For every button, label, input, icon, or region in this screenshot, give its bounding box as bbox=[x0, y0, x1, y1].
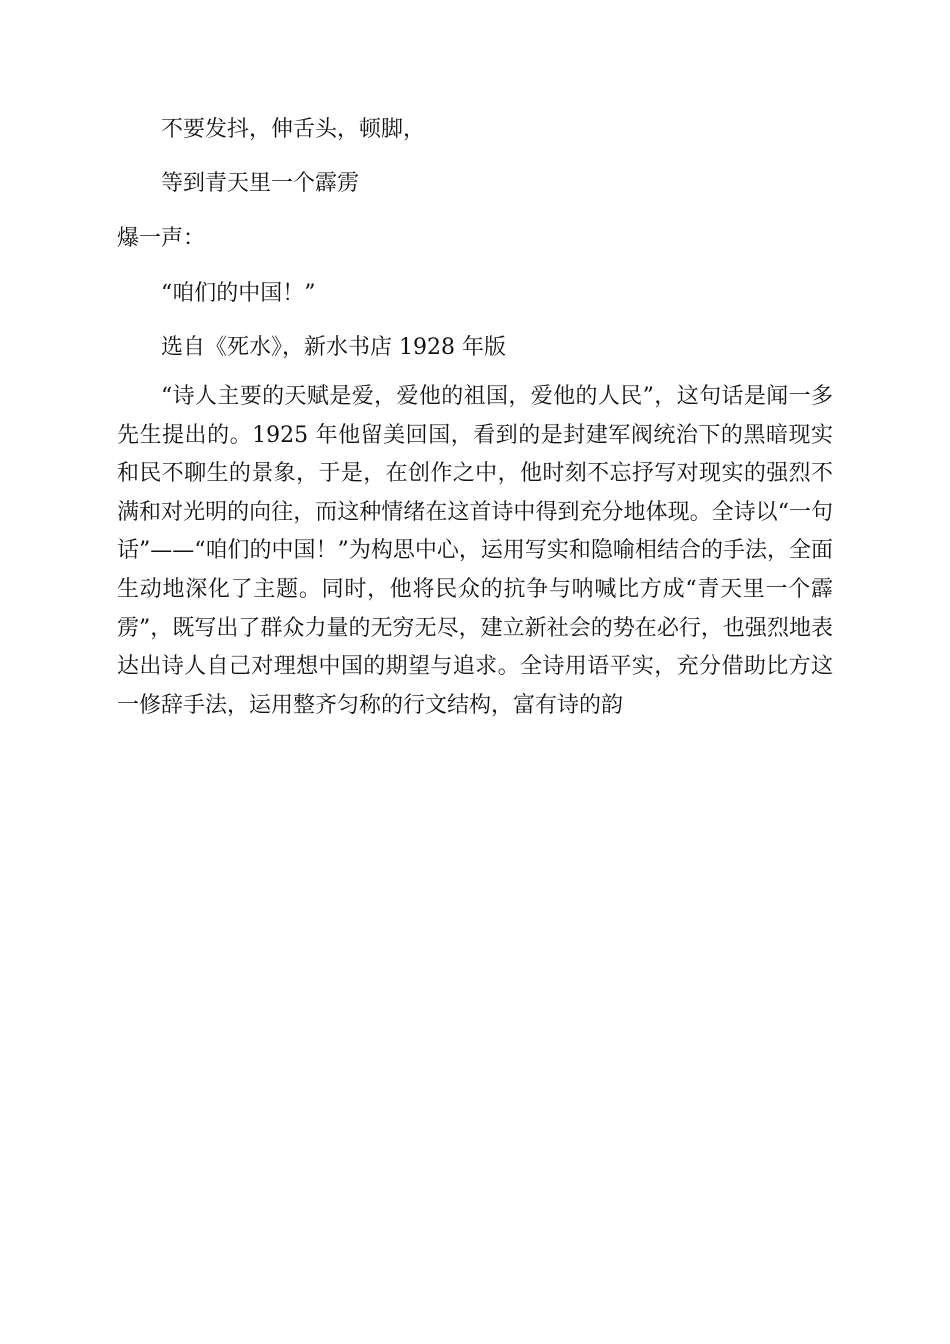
poem-line-2: 等到青天里一个霹雳 bbox=[161, 171, 360, 196]
poem-source-note: 选自《死水》，新水书店 1928 年版 bbox=[161, 335, 506, 360]
poem-line-4: “咱们的中国！” bbox=[161, 281, 316, 306]
poem-line-1: 不要发抖，伸舌头，顿脚， bbox=[161, 117, 426, 142]
poem-line-3: 爆一声： bbox=[117, 226, 206, 251]
commentary-paragraph: “诗人主要的天赋是爱，爱他的祖国，爱他的人民”，这句话是闻一多先生提出的。1925 年他留美回国，看到的是封建军阀统治下的黑暗现实和民不聊生的景象，于是，在创作之中，他时刻不忘抒写对现实的强烈不满和对光明的向往，而这种情绪在这首诗中得到充分地体现。全诗以“一句话”——“咱们的中国！”为构思中心，运用写实和隐喻相结合的手法，全面生动地深化了主题。同时，他将民众的抗争与呐喊比方成“青天里一个霹雳”，既写出了群众力量的无穷无尽，建立新社会的势在必行，也强烈地表达出诗人自己对理想中国的期望与追求。全诗用语平实，充分借助比方这一修辞手法，运用整齐匀称的行文结构，富有诗的韵 bbox=[117, 384, 833, 718]
